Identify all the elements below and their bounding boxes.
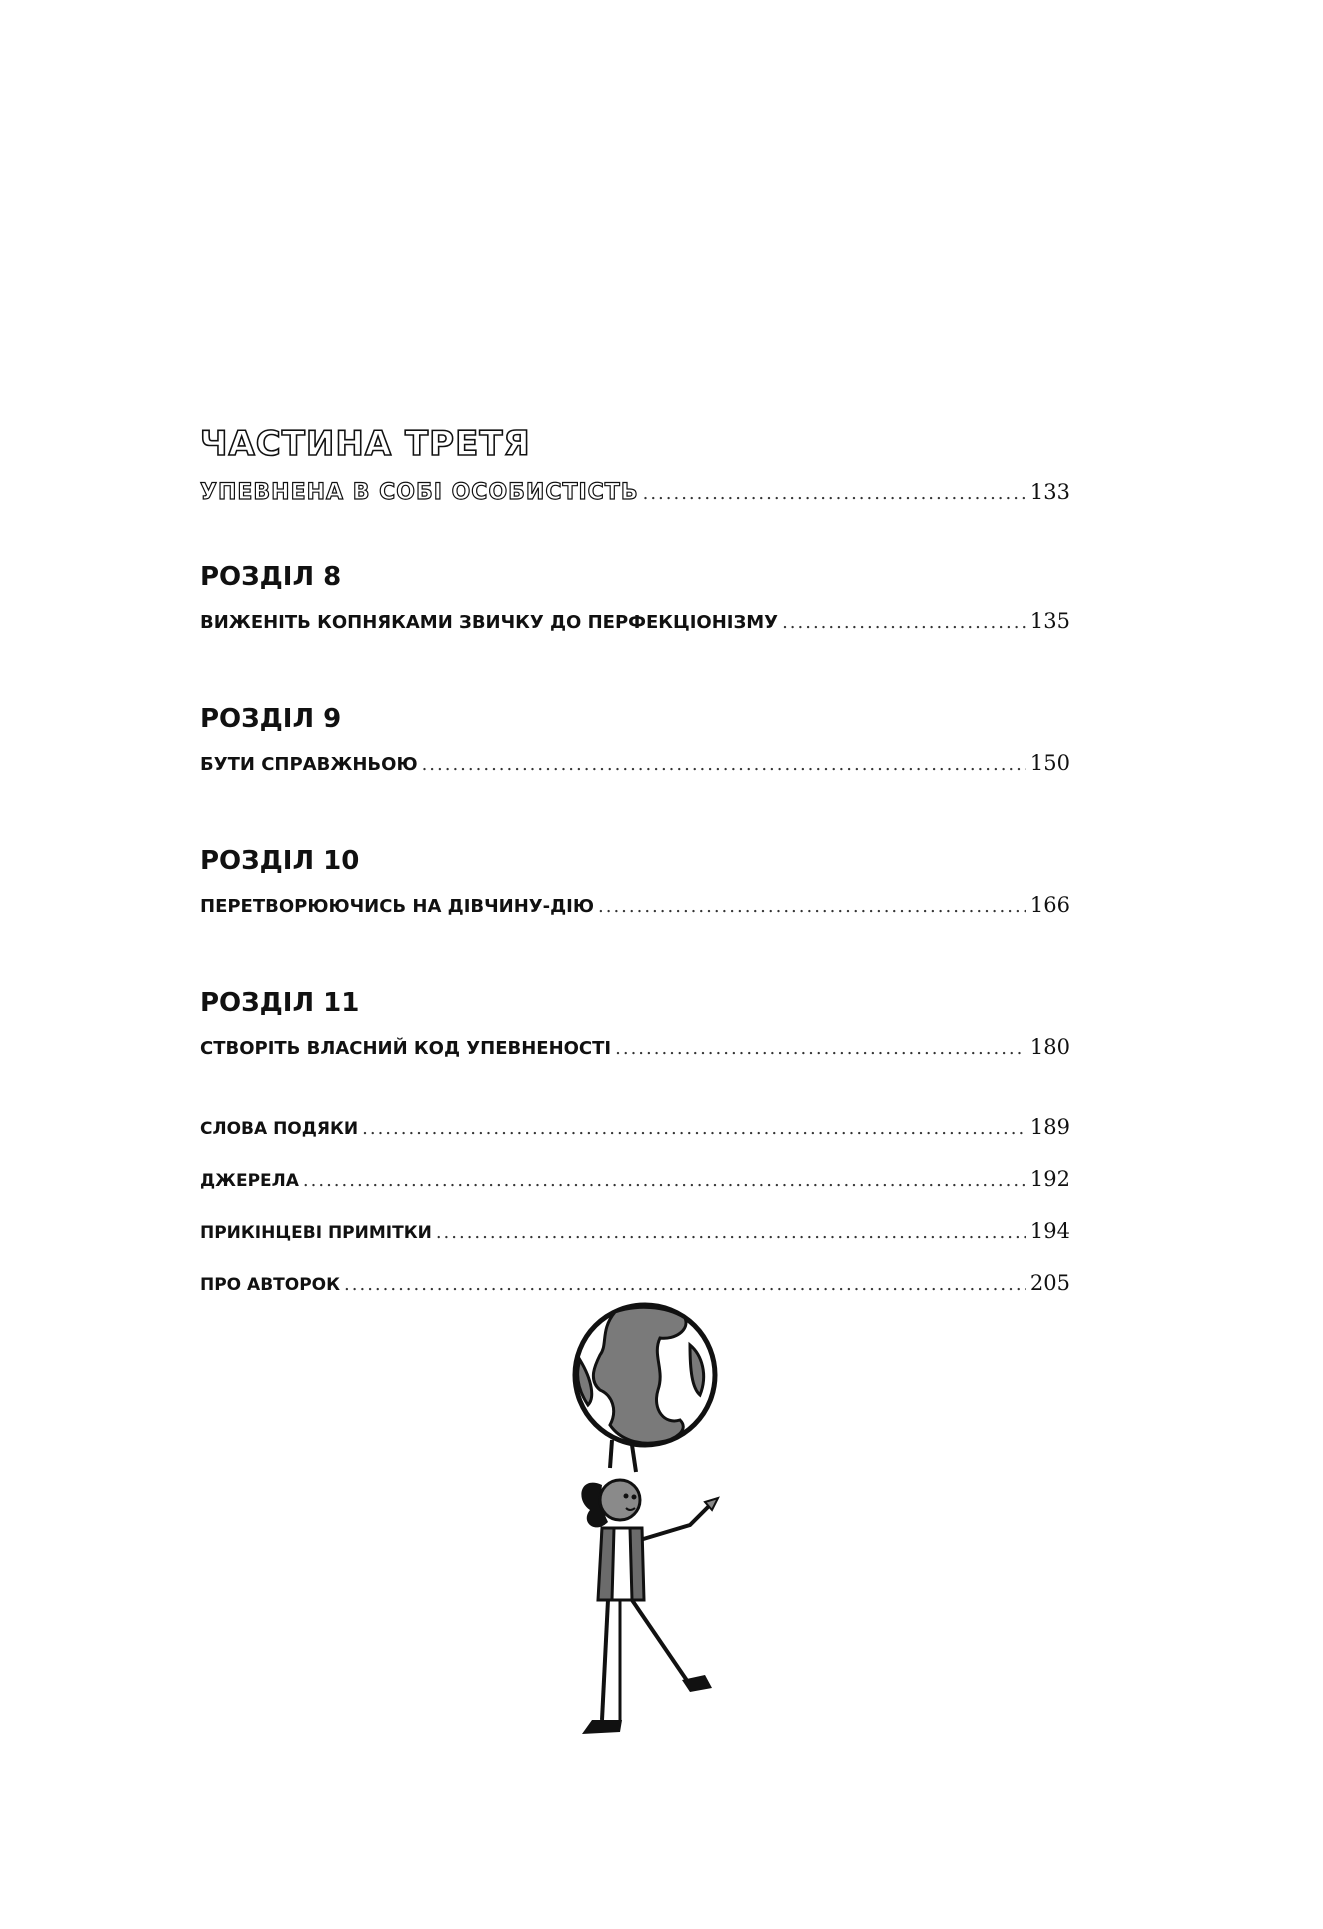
toc-entry-part[interactable] <box>200 480 1070 505</box>
dot-leader <box>643 483 1026 504</box>
page-number: 150 <box>1029 751 1070 775</box>
chapter-title: ПЕРЕТВОРЮЮЧИСЬ НА ДІВЧИНУ-ДІЮ <box>200 896 594 917</box>
part-subtitle: УПЕВНЕНА В СОБІ ОСОБИСТІСТЬ <box>200 480 639 505</box>
page-number: 194 <box>1029 1219 1070 1243</box>
part-title: ЧАСТИНА ТРЕТЯ <box>200 424 531 464</box>
page-number: 135 <box>1029 609 1070 633</box>
chapter-block-11 <box>200 983 1070 1059</box>
entry-title: СЛОВА ПОДЯКИ <box>200 1119 359 1139</box>
page-number: 192 <box>1029 1167 1070 1191</box>
table-of-contents <box>200 420 1070 1323</box>
chapter-block-10 <box>200 841 1070 917</box>
page-number: 180 <box>1029 1035 1070 1059</box>
page-number: 166 <box>1029 893 1070 917</box>
chapter-heading: РОЗДІЛ 8 <box>200 562 342 592</box>
toc-entry-chapter-9[interactable] <box>200 751 1070 775</box>
dot-leader <box>344 1274 1026 1295</box>
chapter-title: ВИЖЕНІТЬ КОПНЯКАМИ ЗВИЧКУ ДО ПЕРФЕКЦІОНІЗМУ <box>200 612 779 633</box>
dot-leader <box>422 754 1026 775</box>
entry-title: ПРО АВТОРОК <box>200 1275 341 1295</box>
toc-entry-sources[interactable] <box>200 1167 1070 1191</box>
page-number: 133 <box>1029 480 1070 504</box>
back-matter-list <box>200 1115 1070 1295</box>
toc-entry-about-authors[interactable] <box>200 1271 1070 1295</box>
dot-leader <box>436 1222 1026 1243</box>
page-number: 205 <box>1029 1271 1070 1295</box>
chapter-title: СТВОРІТЬ ВЛАСНИЙ КОД УПЕВНЕНОСТІ <box>200 1038 612 1059</box>
chapter-heading: РОЗДІЛ 9 <box>200 704 342 734</box>
girl-holding-globe-icon <box>540 1300 760 1760</box>
page-number: 189 <box>1029 1115 1070 1139</box>
dot-leader <box>615 1038 1026 1059</box>
dot-leader <box>362 1118 1026 1139</box>
toc-entry-chapter-8[interactable] <box>200 609 1070 633</box>
toc-entry-acknowledgements[interactable] <box>200 1115 1070 1139</box>
chapter-block-9 <box>200 699 1070 775</box>
toc-entry-chapter-10[interactable] <box>200 893 1070 917</box>
dot-leader <box>782 612 1026 633</box>
entry-title: ПРИКІНЦЕВІ ПРИМІТКИ <box>200 1223 432 1243</box>
toc-entry-chapter-11[interactable] <box>200 1035 1070 1059</box>
chapter-title: БУТИ СПРАВЖНЬОЮ <box>200 754 418 775</box>
toc-entry-endnotes[interactable] <box>200 1219 1070 1243</box>
chapter-heading: РОЗДІЛ 10 <box>200 846 360 876</box>
chapter-heading: РОЗДІЛ 11 <box>200 988 360 1018</box>
chapter-block-8 <box>200 557 1070 633</box>
dot-leader <box>598 896 1026 917</box>
entry-title: ДЖЕРЕЛА <box>200 1171 299 1191</box>
dot-leader <box>303 1170 1026 1191</box>
